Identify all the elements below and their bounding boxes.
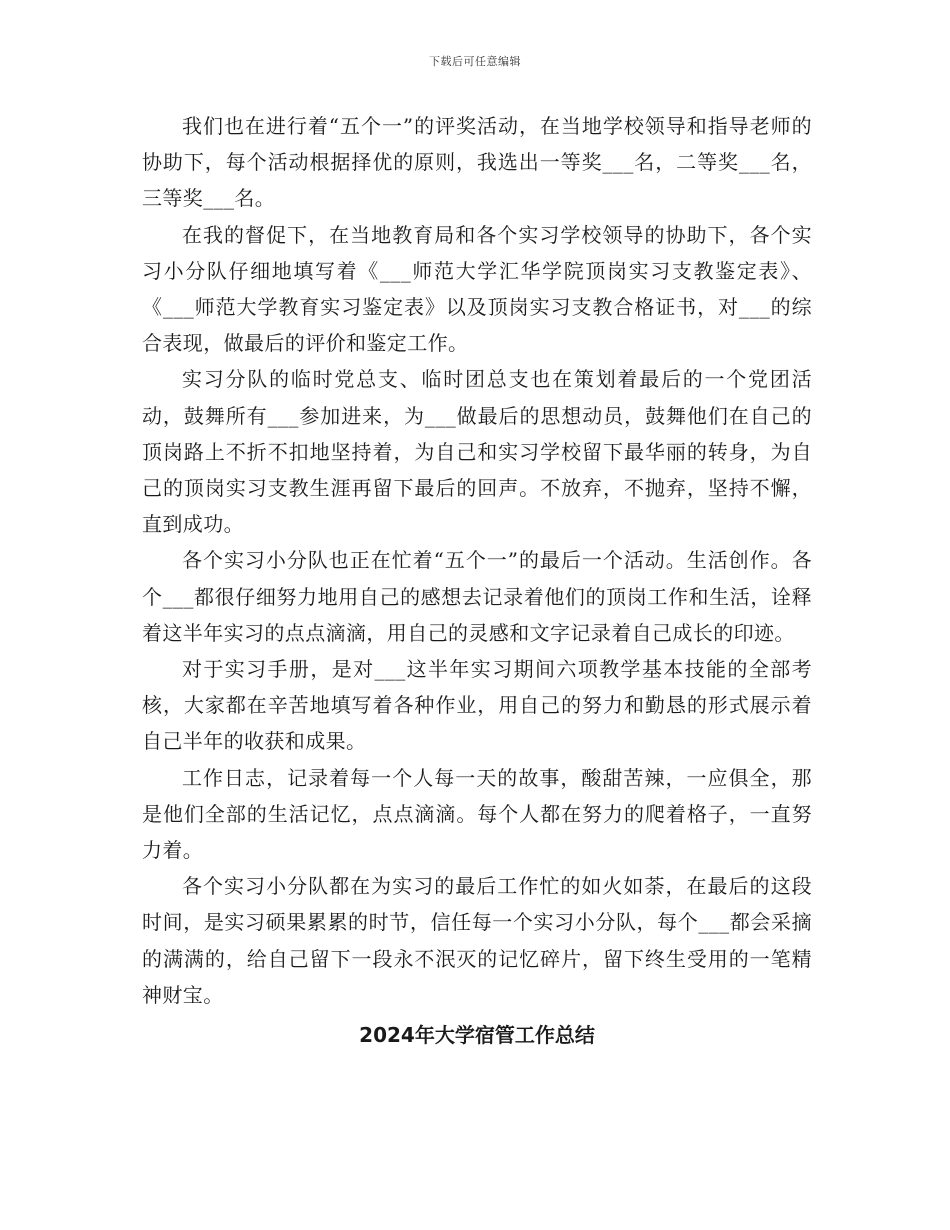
paragraph-awards: 我们也在进行着“五个一”的评奖活动，在当地学校领导和指导老师的协助下，每个活动根据择优的原则，我选出一等奖___名，二等奖___名，三等奖___名。 (142, 114, 812, 211)
paragraph-party-activity: 实习分队的临时党总支、临时团总支也在策划着最后的一个党团活动，鼓舞所有___参加进来，为___做最后的思想动员，鼓舞他们在自己的顶岗路上不折不扣地坚持着，为自己和实习学校留下最华丽的转身，为自己的顶岗实习支教生涯再留下最后的回声。不放弃，不抛弃，坚持不懈，直到成功。 (142, 367, 812, 537)
paragraph-life-creation: 各个实习小分队也正在忙着“五个一”的最后一个活动。生活创作。各个___都很仔细努力地用自己的感想去记录着他们的顶岗工作和生活，诠释着这半年实习的点点滴滴，用自己的灵感和文字记录着自己成长的印迹。 (142, 548, 812, 645)
section-title: 2024年大学宿管工作总结 (359, 1023, 595, 1048)
document-body (142, 108, 812, 1053)
page-header-note: 下载后可任意编辑 (429, 55, 521, 68)
paragraph-work-log: 工作日志，记录着每一个人每一天的故事，酸甜苦辣，一应俱全，那是他们全部的生活记忆，点点滴滴。每个人都在努力的爬着格子，一直努力着。 (142, 765, 812, 863)
paragraph-conclusion: 各个实习小分队都在为实习的最后工作忙的如火如荼，在最后的这段时间，是实习硕果累累的时节，信任每一个实习小分队，每个___都会采摘的满满的，给自己留下一段永不泯灭的记忆碎片，留下终生受用的一笔精神财宝。 (142, 874, 812, 1007)
paragraph-evaluation: 在我的督促下，在当地教育局和各个实习学校领导的协助下，各个实习小分队仔细地填写着《___师范大学汇华学院顶岗实习支教鉴定表》、《___师范大学教育实习鉴定表》以及顶岗实习支教合格证书，对___的综合表现，做最后的评价和鉴定工作。 (142, 222, 812, 356)
paragraph-handbook: 对于实习手册，是对___这半年实习期间六项教学基本技能的全部考核，大家都在辛苦地填写着各种作业，用自己的努力和勤恳的形式展示着自己半年的收获和成果。 (142, 657, 812, 754)
